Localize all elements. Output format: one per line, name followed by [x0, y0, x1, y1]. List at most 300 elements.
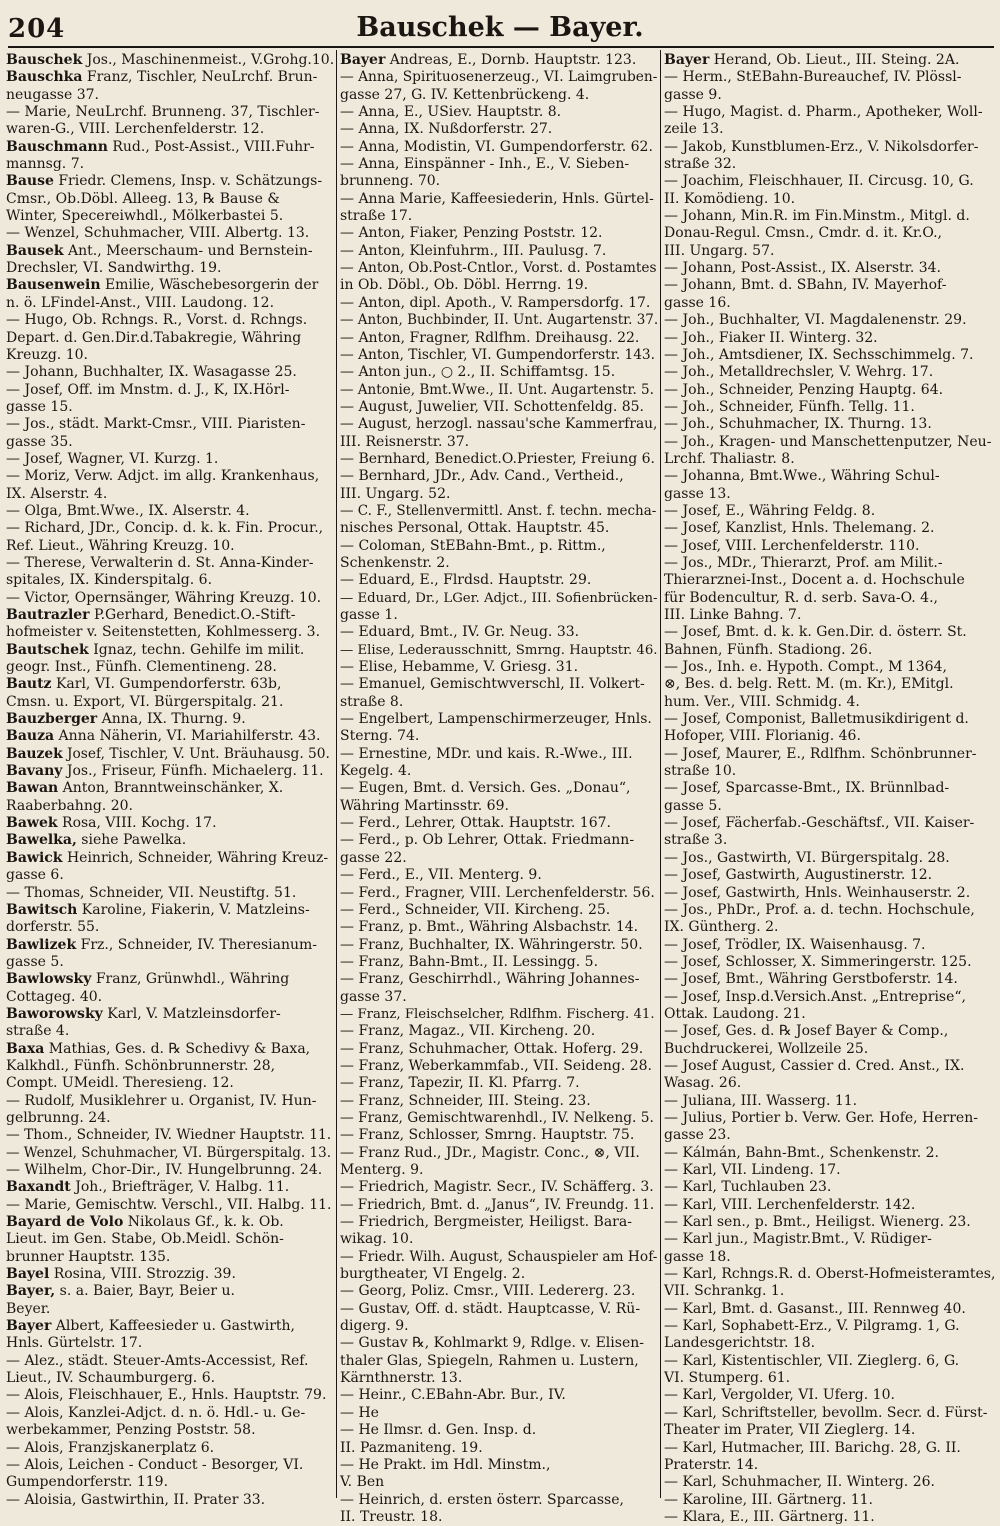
entry-text: straße 10. [664, 763, 737, 780]
directory-entry [340, 989, 658, 1006]
directory-entry [664, 1127, 996, 1144]
directory-entry [6, 1041, 334, 1058]
entry-text: brunneng. 70. [340, 173, 441, 190]
directory-entry [340, 416, 658, 433]
entry-text: Kalkhdl., Fünfh. Schönbrunnerstr. 28, [6, 1057, 276, 1074]
entry-text: für Bodencultur, R. d. serb. Sava-O. 4., [664, 589, 938, 606]
page-number: 204 [8, 14, 66, 44]
directory-entry [664, 1457, 996, 1474]
entry-text: Franz, Tischler, NeuLrchf. Brun- [82, 69, 318, 86]
directory-entry [340, 1422, 658, 1439]
directory-entry [664, 1440, 996, 1457]
directory-entry [340, 1387, 658, 1404]
directory-entry [6, 1058, 334, 1075]
entry-text: — Friedrich, Bergmeister, Heiligst. Bara- [340, 1214, 632, 1231]
directory-entry [664, 538, 996, 555]
entry-text: — Franz, Schlosser, Smrng. Hauptstr. 75. [340, 1127, 635, 1144]
directory-entry [664, 277, 996, 294]
column-3 [664, 52, 996, 1525]
entry-text: straße 8. [340, 693, 404, 710]
directory-entry [340, 1266, 658, 1283]
entry-text: hum. Ver., VIII. Schmidg. 4. [664, 693, 860, 710]
entry-text: — Karl, Schriftsteller, bevollm. Secr. d. Fürst- [664, 1404, 988, 1421]
directory-entry [340, 225, 658, 242]
entry-text: — Josef August, Cassier d. Cred. Anst., IX. [664, 1057, 965, 1074]
entry-text: Heinrich, Schneider, Währing Kreuz- [62, 849, 329, 866]
entry-text: — Anna, Spirituosenerzeug., VI. Laimgruben- [340, 69, 658, 86]
directory-entry [340, 1457, 658, 1474]
running-head: Bauschek — Bayer. [356, 12, 644, 43]
directory-entry [664, 295, 996, 312]
entry-text: Ref. Lieut., Währing Kreuzg. 10. [6, 537, 235, 554]
entry-text: — Elise, Lederausschnitt, Smrng. Hauptstr. 46. [340, 642, 658, 658]
entry-text: digerg. 9. [340, 1318, 409, 1335]
entry-text: — Anna, IX. Nußdorferstr. 27. [340, 121, 553, 138]
entry-text: — Josef, Gastwirth, Hnls. Weinhauserstr. 2. [664, 884, 971, 901]
directory-entry [664, 711, 996, 728]
entry-text: Ant., Meerschaum- und Bernstein- [63, 242, 313, 259]
directory-entry [6, 416, 334, 433]
entry-text: — Josef, Bmt. d. k. k. Gen.Dir. d. österr. St. [664, 624, 967, 641]
entry-text: zeile 13. [664, 121, 724, 138]
entry-text: — Josef, Maurer, E., Rdlfhm. Schönbrunner- [664, 745, 977, 762]
entry-text: — Joh., Metalldrechsler, V. Wehrg. 17. [664, 364, 934, 381]
directory-entry [340, 1214, 658, 1231]
directory-entry [664, 902, 996, 919]
directory-entry [340, 260, 658, 277]
entry-text: II. Komödieng. 10. [664, 190, 796, 207]
directory-entry [664, 139, 996, 156]
directory-entry [340, 919, 658, 936]
entry-text: — Karl, Tuchlauben 23. [664, 1179, 832, 1196]
directory-entry [6, 1422, 334, 1439]
entry-text: mannsg. 7. [6, 156, 85, 173]
directory-entry [664, 746, 996, 763]
directory-entry [340, 815, 658, 832]
directory-entry [340, 503, 658, 520]
entry-text: — Jos., Gastwirth, VI. Bürgerspitalg. 28. [664, 849, 950, 866]
directory-entry [6, 954, 334, 971]
entry-text: Jos., Maschinenmeist., V.Grohg.10. [82, 52, 335, 68]
entry-text: — Jakob, Kunstblumen-Erz., V. Nikolsdorfer- [664, 138, 979, 155]
entry-text: — Joh., Amtsdiener, IX. Sechsschimmelg. 7. [664, 346, 974, 363]
entry-text: Frz., Schneider, IV. Theresianum- [76, 936, 318, 953]
entry-text: III. Ungarg. 52. [340, 485, 451, 502]
directory-entry [664, 885, 996, 902]
directory-entry [340, 382, 658, 399]
directory-entry [340, 780, 658, 797]
directory-entry [664, 798, 996, 815]
entry-surname: Bawan [6, 780, 59, 797]
directory-entry [340, 1023, 658, 1040]
entry-text: — Josef, Componist, Balletmusikdirigent d. [664, 711, 969, 728]
directory-entry [6, 399, 334, 416]
entry-text: Gumpendorferstr. 119. [6, 1474, 169, 1491]
entry-text: — Franz, Magaz., VII. Kircheng. 20. [340, 1023, 596, 1040]
directory-entry [340, 520, 658, 537]
directory-entry [664, 1301, 996, 1318]
entry-text: Compt. UMeidl. Theresieng. 12. [6, 1075, 234, 1092]
directory-entry [664, 815, 996, 832]
directory-entry [6, 1179, 334, 1196]
entry-text: V. Ben [340, 1474, 385, 1491]
directory-entry [6, 1474, 334, 1491]
directory-entry [340, 191, 658, 208]
directory-entry [664, 1006, 996, 1023]
directory-entry [664, 451, 996, 468]
directory-entry [664, 156, 996, 173]
entry-text: Hnls. Gürtelstr. 17. [6, 1335, 143, 1352]
directory-entry [6, 208, 334, 225]
entry-text: — Antonie, Bmt.Wwe., II. Unt. Augartenstr. 5. [340, 381, 654, 398]
entry-text: — Georg, Poliz. Cmsr., VIII. Ledererg. 23. [340, 1283, 636, 1300]
directory-entry [340, 954, 658, 971]
entry-text: — He [340, 1404, 379, 1421]
entry-text: — Joh., Schneider, Fünfh. Tellg. 11. [664, 398, 915, 415]
entry-text: — Eduard, Bmt., IV. Gr. Neug. 33. [340, 624, 580, 641]
directory-entry [6, 434, 334, 451]
entry-text: Beyer. [6, 1300, 51, 1317]
directory-entry [340, 1405, 658, 1422]
directory-entry [664, 971, 996, 988]
entry-text: straße 4. [6, 1023, 70, 1040]
directory-entry [664, 52, 996, 69]
directory-entry [664, 867, 996, 884]
entry-text: — Anna, Modistin, VI. Gumpendorferstr. 62. [340, 138, 653, 155]
directory-entry [6, 676, 334, 693]
entry-text: Karoline, Fiakerin, V. Matzleins- [77, 901, 310, 918]
entry-text: — Karl, VIII. Lerchenfelderstr. 142. [664, 1196, 916, 1213]
entry-text: waren-G., VIII. Lerchenfelderstr. 12. [6, 121, 265, 138]
entry-surname: Bayard de Volo [6, 1214, 124, 1231]
directory-entry [664, 104, 996, 121]
directory-entry [6, 382, 334, 399]
entry-text: — Rudolf, Musiklehrer u. Organist, IV. Hun- [6, 1092, 317, 1109]
entry-text: — Franz, Buchhalter, IX. Währingerstr. 50. [340, 936, 643, 953]
directory-entry [664, 1023, 996, 1040]
directory-entry [6, 191, 334, 208]
entry-text: — Ferd., E., VII. Menterg. 9. [340, 867, 542, 884]
entry-text: — Johann, Buchhalter, IX. Wasagasse 25. [6, 364, 297, 381]
directory-entry [6, 121, 334, 138]
directory-entry [664, 1318, 996, 1335]
entry-text: Anton, Branntweinschänker, X. [58, 780, 284, 797]
directory-entry [340, 156, 658, 173]
entry-text: Buchdruckerei, Wollzeile 25. [664, 1040, 869, 1057]
directory-entry [664, 87, 996, 104]
directory-entry [340, 902, 658, 919]
directory-entry [6, 798, 334, 815]
entry-text: in Ob. Döbl., Ob. Döbl. Herrng. 19. [340, 277, 589, 294]
directory-entry [6, 815, 334, 832]
entry-text: — Thom., Schneider, IV. Wiedner Hauptstr. 11. [6, 1127, 332, 1144]
directory-entry [6, 1266, 334, 1283]
entry-text: Karl, V. Matzleinsdorfer- [102, 1005, 281, 1022]
entry-text: — Anton, Buchbinder, II. Unt. Augartenstr. 37. [340, 312, 659, 329]
entry-text: — Josef, Gastwirth, Augustinerstr. 12. [664, 867, 933, 884]
entry-text: Theater im Prater, VII Zieglerg. 14. [664, 1422, 916, 1439]
entry-text: — Josef, Fächerfab.-Geschäftsf., VII. Kaiser- [664, 815, 975, 832]
directory-entry [6, 867, 334, 884]
directory-entry [6, 607, 334, 624]
entry-text: — Josef, Sparcasse-Bmt., IX. Brünnlbad- [664, 780, 950, 797]
directory-entry [6, 1457, 334, 1474]
entry-text: Cottageg. 40. [6, 988, 103, 1005]
entry-surname: Bavany [6, 763, 63, 780]
directory-entry [6, 295, 334, 312]
directory-entry [340, 798, 658, 815]
entry-text: — Karl, Sophabett-Erz., V. Pilgramg. 1, G. [664, 1318, 960, 1335]
directory-entry [340, 1145, 658, 1162]
entry-text: — Eduard, E., Flrdsd. Hauptstr. 29. [340, 572, 592, 589]
entry-text: — Joachim, Fleischhauer, II. Circusg. 10, G. [664, 173, 974, 190]
directory-entry [340, 1075, 658, 1092]
directory-entry [6, 572, 334, 589]
entry-text: — August, herzogl. nassau'sche Kammerfrau, [340, 416, 658, 433]
entry-text: Friedr. Clemens, Insp. v. Schätzungs- [53, 173, 323, 190]
directory-entry [340, 1370, 658, 1387]
directory-entry [664, 1353, 996, 1370]
directory-entry [340, 711, 658, 728]
directory-entry [6, 277, 334, 294]
entry-text: — Juliana, III. Wasserg. 11. [664, 1092, 858, 1109]
entry-text: — Eugen, Bmt. d. Versich. Ges. „Donau“, [340, 780, 631, 797]
entry-text: s. a. Baier, Bayr, Beier u. [55, 1283, 235, 1300]
directory-entry [340, 572, 658, 589]
entry-text: — Alois, Leichen - Conduct - Besorger, VI. [6, 1456, 304, 1473]
directory-entry [664, 1335, 996, 1352]
directory-entry [664, 503, 996, 520]
entry-text: — Joh., Kragen- und Manschettenputzer, Neu- [664, 433, 992, 450]
directory-entry [6, 1023, 334, 1040]
directory-entry [664, 624, 996, 641]
directory-entry [6, 850, 334, 867]
entry-text: Albert, Kaffeesieder u. Gastwirth, [51, 1318, 295, 1335]
entry-surname: Bausenwein [6, 277, 101, 294]
entry-text: — Karl, Kistentischler, VII. Zieglerg. 6, G. [664, 1352, 960, 1369]
directory-entry [664, 364, 996, 381]
entry-text: II. Pazmaniteng. 19. [340, 1439, 483, 1456]
directory-entry [664, 1283, 996, 1300]
directory-entry [340, 486, 658, 503]
entry-text: — Karl sen., p. Bmt., Heiligst. Wienerg. 23. [664, 1214, 971, 1231]
entry-text: Emilie, Wäschebesorgerin der [100, 277, 319, 294]
entry-text: VII. Schrankg. 1. [664, 1283, 785, 1300]
entry-text: — Josef, Schlosser, X. Simmeringerstr. 125. [664, 953, 972, 970]
entry-text: gasse 5. [6, 953, 64, 970]
entry-surname: Bawitsch [6, 901, 78, 918]
directory-entry [6, 243, 334, 260]
entry-text: IX. Güntherg. 2. [664, 919, 779, 936]
directory-entry [664, 330, 996, 347]
entry-text: Josef, Tischler, V. Unt. Bräuhausg. 50. [62, 745, 330, 762]
entry-surname: Bawelka, [6, 832, 77, 849]
entry-text: — Ernestine, MDr. und kais. R.-Wwe., III. [340, 745, 633, 762]
directory-entry [664, 347, 996, 364]
entry-text: Kärnthnerstr. 13. [340, 1370, 463, 1387]
entry-text: — Franz, Bahn-Bmt., II. Lessingg. 5. [340, 953, 599, 970]
entry-text: — Franz, Weberkammfab., VII. Seideng. 28. [340, 1057, 653, 1074]
entry-text: — Karl, Rchngs.R. d. Oberst-Hofmeisteramtes, [664, 1266, 996, 1283]
directory-entry [6, 1110, 334, 1127]
entry-text: Rosa, VIII. Kochg. 17. [57, 815, 217, 832]
entry-text: gasse 13. [664, 485, 731, 502]
entry-text: II. Treustr. 18. [340, 1508, 443, 1525]
entry-text: wikag. 10. [340, 1231, 414, 1248]
entry-surname: Bawick [6, 849, 63, 866]
entry-text: — Bernhard, Benedict.O.Priester, Freiung 6. [340, 450, 655, 467]
directory-entry [664, 208, 996, 225]
directory-entry [6, 989, 334, 1006]
directory-entry [664, 486, 996, 503]
entry-text: — Karl, Bmt. d. Gasanst., III. Rennweg 40. [664, 1300, 966, 1317]
directory-entry [6, 1283, 334, 1300]
entry-text: Ottak. Laudong. 21. [664, 1005, 806, 1022]
entry-text: — Franz, Schuhmacher, Ottak. Hoferg. 29. [340, 1040, 644, 1057]
directory-entry [664, 1474, 996, 1491]
directory-entry [340, 347, 658, 364]
entry-surname: Bawlowsky [6, 971, 92, 988]
directory-entry [664, 694, 996, 711]
entry-text: — Herm., StEBahn-Bureauchef, IV. Plössl- [664, 69, 962, 86]
directory-entry [664, 399, 996, 416]
directory-entry [664, 919, 996, 936]
entry-text: ⊗, Bes. d. belg. Rett. M. (m. Kr.), EMitgl. [664, 676, 954, 693]
entry-text: brunner Hauptstr. 135. [6, 1248, 171, 1265]
directory-entry [340, 399, 658, 416]
directory-entry [664, 416, 996, 433]
entry-surname: Bautschek [6, 641, 89, 658]
directory-entry [664, 1075, 996, 1092]
directory-entry [340, 607, 658, 624]
directory-entry [6, 1197, 334, 1214]
directory-entry [6, 711, 334, 728]
entry-text: straße 17. [340, 208, 413, 225]
entry-text: — August, Juwelier, VII. Schottenfeldg. 85. [340, 398, 644, 415]
entry-text: III. Linke Bahng. 7. [664, 607, 802, 623]
entry-surname: Bayel [6, 1266, 50, 1283]
directory-entry [664, 676, 996, 693]
entry-text: — Klara, E., III. Gärtnerg. 11. [664, 1508, 875, 1525]
directory-entry [340, 364, 658, 381]
directory-entry [664, 1266, 996, 1283]
entry-text: — Karl, VII. Lindeng. 17. [664, 1162, 841, 1178]
directory-entry [340, 850, 658, 867]
directory-entry [340, 208, 658, 225]
entry-surname: Bauschka [6, 69, 83, 86]
entry-surname: Bauzek [6, 745, 63, 762]
directory-entry [340, 139, 658, 156]
entry-text: — Ferd., Lehrer, Ottak. Hauptstr. 167. [340, 815, 611, 832]
entry-text: — Joh., Fiaker II. Winterg. 32. [664, 329, 878, 346]
directory-entry [6, 937, 334, 954]
directory-entry [340, 87, 658, 104]
entry-text: burgtheater, VI Engelg. 2. [340, 1266, 526, 1283]
entry-text: — Alois, Kanzlei-Adjct. d. n. ö. Hdl.- u. Ge- [6, 1404, 306, 1421]
entry-text: — Elise, Hebamme, V. Griesg. 31. [340, 659, 579, 676]
entry-text: Ignaz, techn. Gehilfe im milit. [88, 641, 305, 658]
entry-surname: Bayer [6, 1318, 52, 1335]
directory-entry [664, 1231, 996, 1248]
directory-entry [6, 225, 334, 242]
entry-text: Lieut., IV. Schaumburgerg. 6. [6, 1370, 216, 1387]
entry-text: Rud., Post-Assist., VIII.Fuhr- [107, 138, 315, 155]
directory-entry [340, 746, 658, 763]
entry-text: Herand, Ob. Lieut., III. Steing. 2A. [709, 52, 960, 68]
directory-entry [6, 919, 334, 936]
entry-text: Nikolaus Gf., k. k. Ob. [123, 1214, 284, 1231]
entry-text: — Anton jun., ○ 2., II. Schiffamtsg. 15. [340, 364, 616, 381]
directory-entry [6, 1214, 334, 1231]
directory-entry [6, 902, 334, 919]
directory-entry [6, 330, 334, 347]
entry-text: Jos., Friseur, Fünfh. Michaelerg. 11. [62, 763, 324, 780]
directory-entry [664, 850, 996, 867]
directory-entry [664, 659, 996, 676]
entry-text: — Joh., Schneider, Penzing Hauptg. 64. [664, 381, 944, 398]
entry-text: — Franz Rud., JDr., Magistr. Conc., ⊗, VII. [340, 1144, 640, 1161]
directory-entry [340, 1335, 658, 1352]
entry-text: Schenkenstr. 2. [340, 554, 450, 571]
entry-surname: Bausek [6, 242, 64, 259]
header-rule [8, 46, 994, 48]
directory-entry [664, 1214, 996, 1231]
directory-entry [340, 832, 658, 849]
directory-entry [664, 590, 996, 607]
directory-entry [340, 885, 658, 902]
directory-entry [6, 694, 334, 711]
entry-text: Sterng. 74. [340, 728, 420, 745]
entry-surname: Bauzberger [6, 711, 98, 728]
directory-entry [664, 69, 996, 86]
entry-text: — Josef, E., Währing Feldg. 8. [664, 502, 876, 519]
directory-entry [664, 312, 996, 329]
entry-text: straße 3. [664, 832, 728, 849]
entry-text: — Anton, dipl. Apoth., V. Rampersdorfg. 17. [340, 294, 651, 311]
directory-entry [664, 434, 996, 451]
entry-text: — Wilhelm, Chor-Dir., IV. Hungelbrunng. 24. [6, 1162, 323, 1178]
directory-entry [340, 659, 658, 676]
directory-entry [340, 590, 658, 607]
directory-entry [6, 1440, 334, 1457]
directory-entry [6, 173, 334, 190]
column-1 [6, 52, 335, 1508]
entry-text: Rosina, VIII. Strozzig. 39. [49, 1266, 236, 1283]
entry-text: Thierarznei-Inst., Docent a. d. Hochschule [664, 572, 965, 589]
directory-entry [6, 746, 334, 763]
entry-text: Andreas, E., Dornb. Hauptstr. 123. [385, 52, 637, 68]
directory-entry [340, 173, 658, 190]
directory-entry [340, 971, 658, 988]
directory-entry [340, 1318, 658, 1335]
directory-entry [6, 1387, 334, 1404]
directory-entry [340, 624, 658, 641]
entry-text: — Franz, p. Bmt., Währing Alsbachstr. 14. [340, 919, 639, 936]
directory-entry [664, 1041, 996, 1058]
entry-text: — Anton, Kleinfuhrm., III. Paulusg. 7. [340, 242, 607, 259]
directory-entry [664, 555, 996, 572]
entry-text: dorferstr. 55. [6, 919, 100, 936]
directory-entry [340, 937, 658, 954]
entry-text: Kreuzg. 10. [6, 346, 88, 363]
entry-text: Währing Martinsstr. 69. [340, 797, 509, 814]
entry-text: — Josef, Insp.d.Versich.Anst. „Entreprise“, [664, 988, 967, 1005]
directory-entry [340, 1162, 658, 1179]
directory-entry [340, 1492, 658, 1509]
directory-entry [340, 468, 658, 485]
directory-entry [340, 1093, 658, 1110]
directory-entry [6, 468, 334, 485]
